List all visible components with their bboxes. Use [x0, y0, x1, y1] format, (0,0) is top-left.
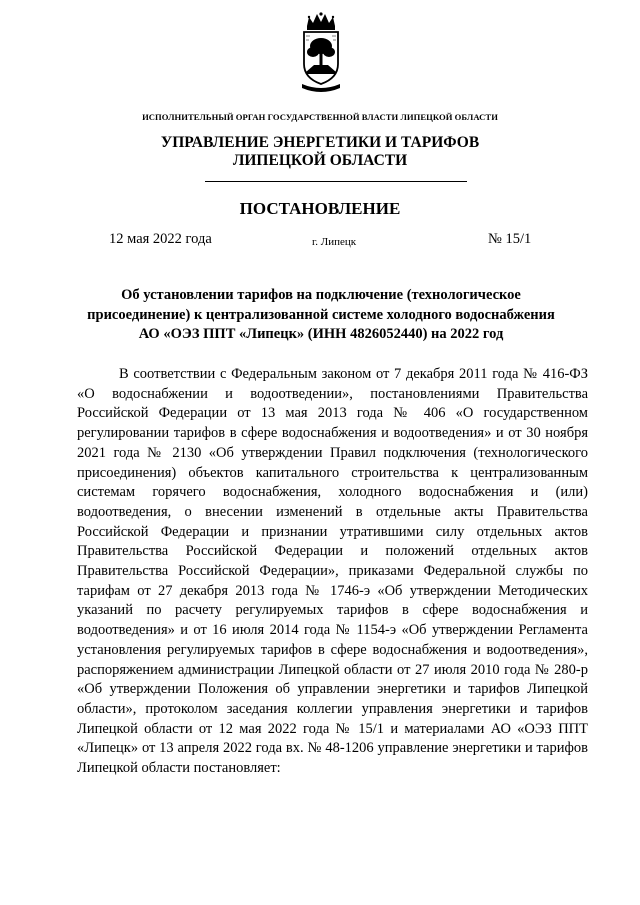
organization-name: ИСПОЛНИТЕЛЬНЫЙ ОРГАН ГОСУДАРСТВЕННОЙ ВЛАСТИ ЛИПЕЦКОЙ ОБЛАСТИ [142, 112, 498, 122]
document-date: 12 мая 2022 года [109, 231, 212, 247]
department-name-line-1: УПРАВЛЕНИЕ ЭНЕРГЕТИКИ И ТАРИФОВ [160, 134, 480, 151]
document-type: ПОСТАНОВЛЕНИЕ [239, 199, 401, 218]
document-title [76, 286, 566, 345]
document-title-line-3: АО «ОЭЗ ППТ «Липецк» (ИНН 4826052440) на 2022 год [138, 326, 504, 342]
document-city: г. Липецк [312, 236, 357, 248]
document-body-paragraph: В соответствии с Федеральным законом от 7 декабря 2011 года № 416-ФЗ «О водоснабжении и водоотведении», постановлениями Правительства Российской Федерации от 13 мая 2013 года № 406 «О государственном регулировании тарифов в сфере водоснабжения и водоотведения» и от 30 ноября 2021 года № 2130 «Об утверждении Правил подключения (технологического присоединения) объектов капитального строительства к централизованным системам горячего водоснабжения, холодного водоснабжения и (или) водоотведения, о внесении изменений в отдельные акты Правительства Российской Федерации и признании утратившими силу отдельных актов Правительства Российской Федерации и положений отдельных актов Правительства Российской Федерации», приказами Федеральной службы по тарифам от 27 декабря 2013 года № 1746-э «Об утверждении Методических указаний по расчету регулируемых тарифов в сфере водоснабжения и водоотведения» и от 16 июля 2014 года № 1154-э «Об утверждении Регламента установления регулируемых тарифов в сфере водоснабжения и водоотведения», распоряжением администрации Липецкой области от 27 июля 2010 года № 280-р «Об утверждении Положения об управлении энергетики и тарифов Липецкой области», протоколом заседания коллегии управления энергетики и тарифов Липецкой области от 12 мая 2022 года № 15/1 и материалами АО «ОЭЗ ППТ «Липецк» от 13 апреля 2022 года вх. № 48-1206 управление энергетики и тарифов Липецкой области постановляет: [77, 366, 588, 777]
document-title-line-2: присоединение) к централизованной системе холодного водоснабжения [87, 306, 555, 323]
document-title-line-1: Об установлении тарифов на подключение (технологическое [121, 287, 521, 303]
header-divider [205, 181, 467, 182]
lipetsk-coat-of-arms-icon [296, 12, 346, 96]
department-name-line-2: ЛИПЕЦКОЙ ОБЛАСТИ [232, 152, 408, 169]
document-number: № 15/1 [488, 231, 532, 247]
department-name [0, 134, 640, 170]
